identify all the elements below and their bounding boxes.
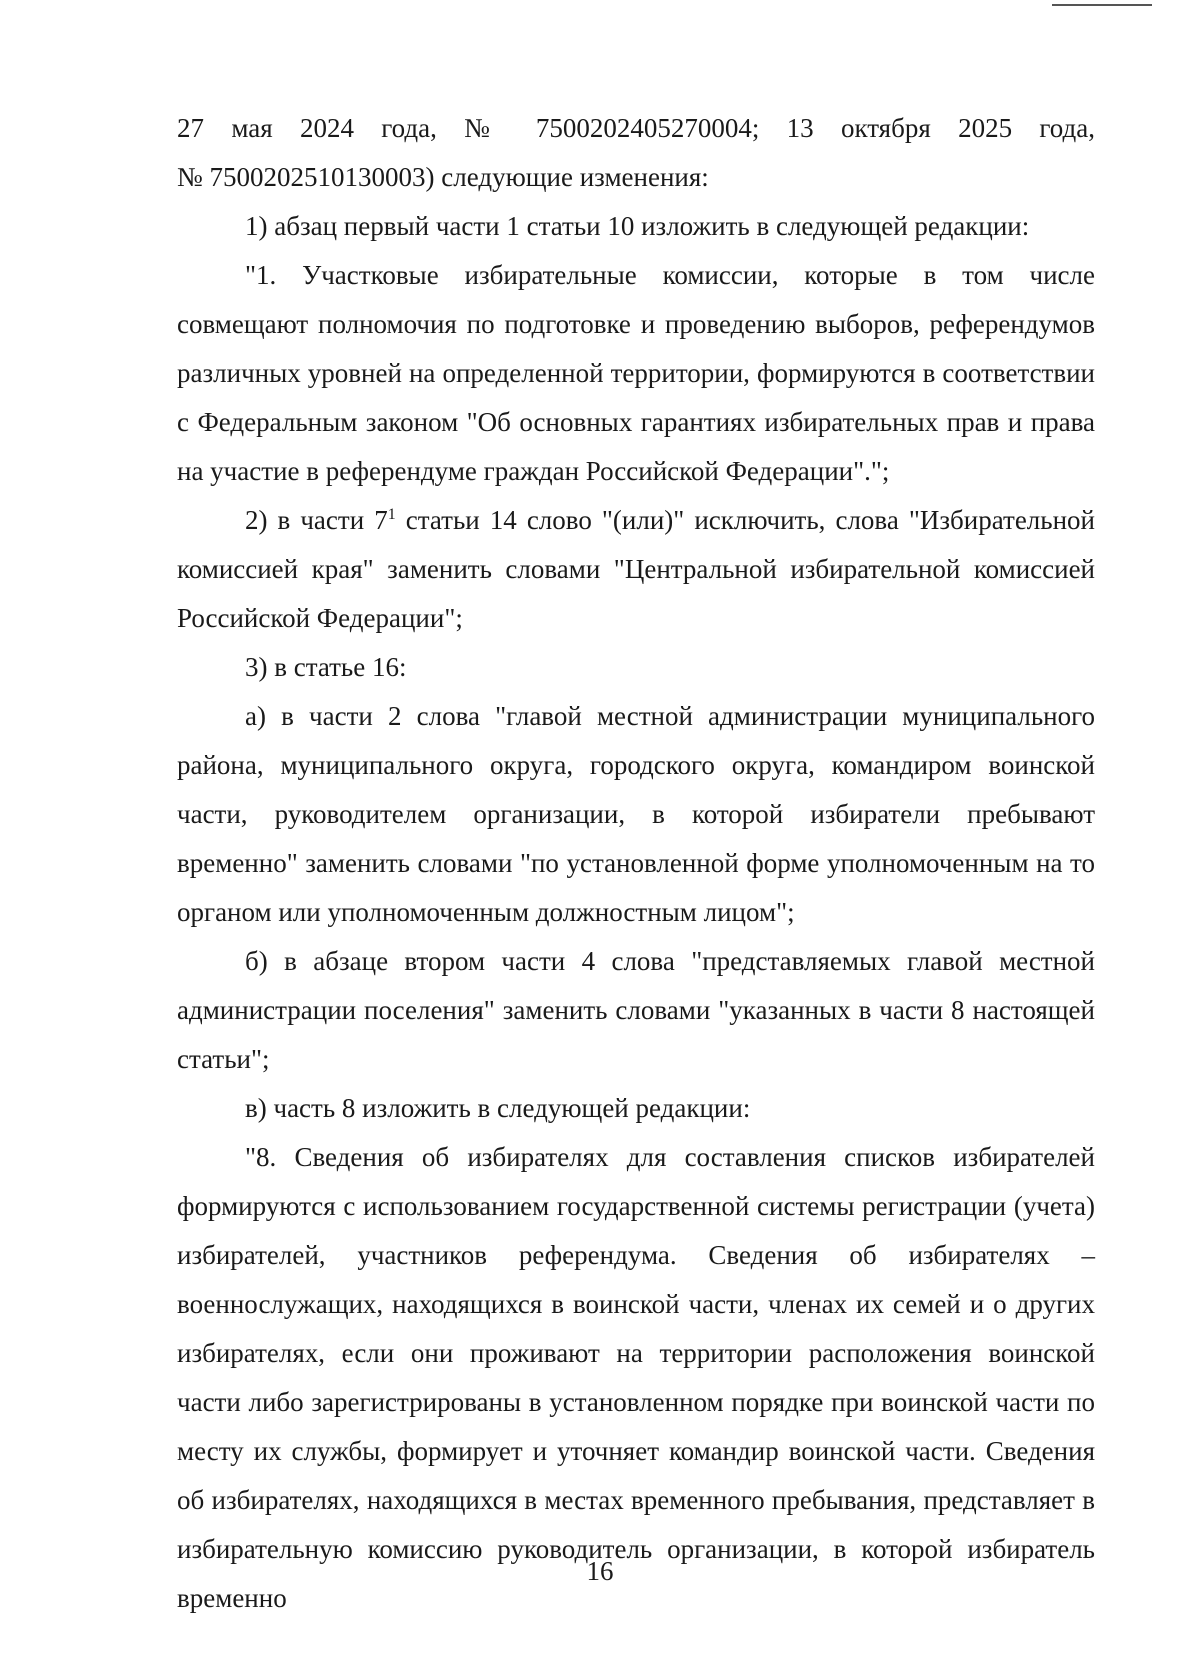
paragraph-1: 1) абзац первый части 1 статьи 10 изложить в следующей редакции: (245, 211, 1030, 241)
page-number: 16 (586, 1556, 614, 1586)
paragraph-3-end: статьи 14 слово "(или)" исключить, слова "Избирательной комиссией края" заменить словами "Центральной избирательной комиссией Российской Федерации"; (177, 505, 1095, 633)
paragraph-3-superscript: 1 (387, 506, 396, 523)
paragraph-4: 3) в статье 16: (245, 652, 407, 682)
document-body (177, 104, 1095, 1623)
paragraph-8: "8. Сведения об избирателях для составления списков избирателей формируются с использованием государственной системы регистрации (учета) избирателей, участников референдума. Сведения об избирателях – военнослужащих, находящихся в воинской части, членах их семей и о других избирателях, если они проживают на территории расположения воинской части либо зарегистрированы в установленном порядке при воинской части по месту их службы, формирует и уточняет командир воинской части. Сведения об избирателях, находящихся в местах временного пребывания, представляет в избирательную комиссию руководитель организации, в которой избиратель временно (177, 1142, 1095, 1613)
paragraph-2: "1. Участковые избирательные комиссии, которые в том числе совмещают полномочия по подготовке и проведению выборов, референдумов различных уровней на определенной территории, формируются в соответствии с Федеральным законом "Об основных гарантиях избирательных прав и права на участие в референдуме граждан Российской Федерации"."; (177, 260, 1095, 486)
scan-edge-line (1052, 4, 1152, 6)
paragraph-3-start: 2) в части 7 (245, 505, 388, 535)
intro-line-2: № 7500202510130003) следующие изменения: (177, 162, 709, 192)
paragraph-7: в) часть 8 изложить в следующей редакции: (245, 1093, 751, 1123)
intro-line-1: 27 мая 2024 года, № 7500202405270004; 13 октября 2025 года, (177, 113, 1095, 143)
paragraph-5: а) в части 2 слова "главой местной администрации муниципального района, муниципального округа, городского округа, командиром воинской части, руководителем организации, в которой избиратели пребывают временно" заменить словами "по установленной форме уполномоченным на то органом или уполномоченным должностным лицом"; (177, 701, 1095, 927)
paragraph-3 (177, 496, 1095, 643)
paragraph-6: б) в абзаце втором части 4 слова "представляемых главой местной администрации поселения" заменить словами "указанных в части 8 настоящей статьи"; (177, 946, 1095, 1074)
